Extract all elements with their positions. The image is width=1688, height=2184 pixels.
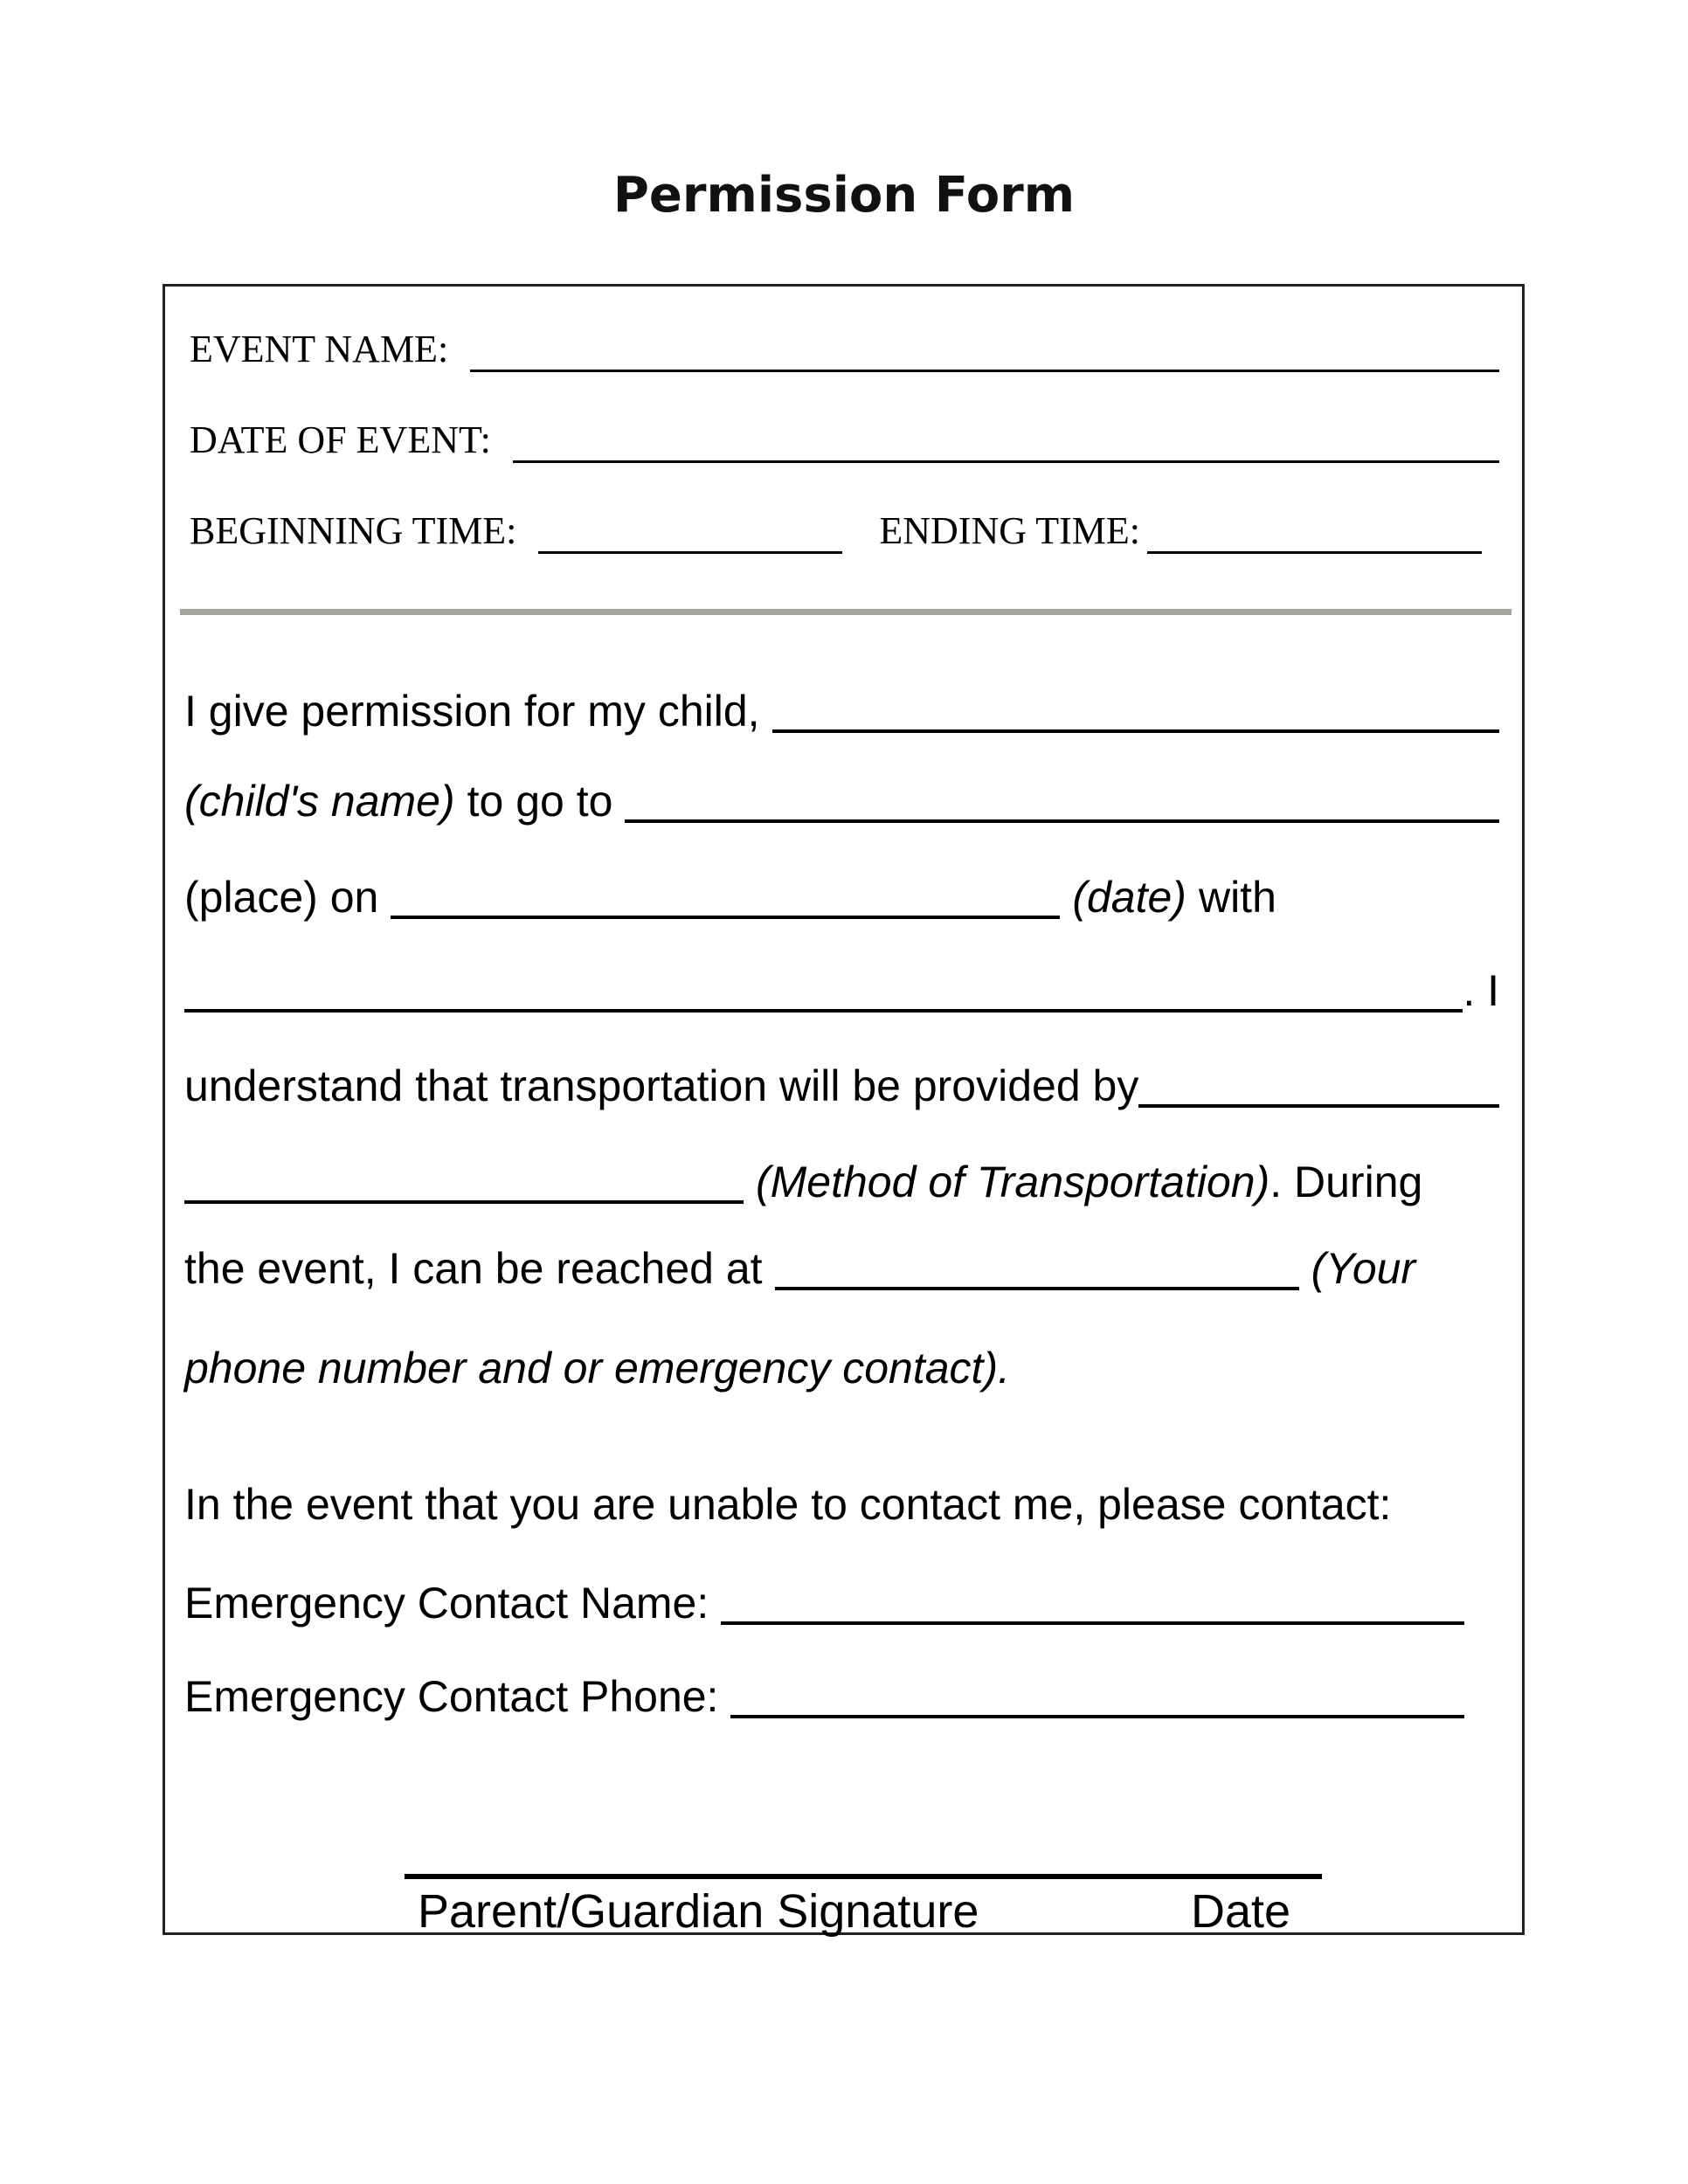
event-name-label: EVENT NAME: xyxy=(190,328,449,370)
permission-text: I give permission for my child, xyxy=(184,687,760,736)
transportation-text: understand that transportation will be provided by xyxy=(184,1061,1139,1110)
child-name-blank xyxy=(772,717,1499,733)
beginning-time-label: BEGINNING TIME: xyxy=(190,509,517,552)
childs-name-hint: (child's name) xyxy=(184,777,455,826)
ending-time-blank xyxy=(1147,539,1482,554)
section-divider xyxy=(180,609,1512,615)
date-of-event-row xyxy=(190,414,1499,467)
emergency-name-row xyxy=(184,1576,1499,1630)
paragraph-line-3 xyxy=(184,870,1499,924)
to-go-to-text: to go to xyxy=(467,777,613,826)
paragraph-line-8 xyxy=(184,1341,1499,1395)
page-title: Permission Form xyxy=(612,167,1076,224)
emergency-phone-row xyxy=(184,1669,1499,1724)
event-name-row xyxy=(190,323,1499,376)
place-on-text: (place) on xyxy=(184,873,379,922)
reached-at-text: the event, I can be reached at xyxy=(184,1244,763,1293)
signature-line xyxy=(405,1874,1322,1879)
beginning-time-blank xyxy=(538,539,842,554)
paragraph-line-7 xyxy=(184,1241,1499,1296)
times-row xyxy=(190,505,1499,557)
place-blank xyxy=(625,807,1499,823)
paragraph-line-5 xyxy=(184,1059,1499,1113)
your-hint: (Your xyxy=(1311,1244,1416,1293)
paragraph-line-1 xyxy=(184,684,1499,738)
date-blank xyxy=(391,903,1060,919)
date-label: Date xyxy=(1191,1885,1291,1938)
paragraph-line-4 xyxy=(184,964,1499,1018)
period-i-text: . I xyxy=(1463,966,1499,1015)
contact-intro-text: In the event that you are unable to contact me, please contact: xyxy=(184,1480,1392,1529)
form-box xyxy=(163,284,1525,1938)
transportation-blank-1 xyxy=(1138,1092,1499,1108)
event-name-blank xyxy=(470,357,1499,372)
date-hint: (date) xyxy=(1072,873,1186,922)
phone-blank xyxy=(775,1275,1299,1290)
paragraph-line-2 xyxy=(184,774,1499,828)
chaperone-blank xyxy=(184,997,1463,1013)
with-text: with xyxy=(1198,873,1276,922)
emergency-name-label: Emergency Contact Name: xyxy=(184,1579,709,1628)
contact-intro-line xyxy=(184,1477,1499,1531)
date-of-event-blank xyxy=(513,448,1499,463)
emergency-phone-blank xyxy=(730,1703,1464,1718)
date-of-event-label: DATE OF EVENT: xyxy=(190,418,491,461)
emergency-phone-label: Emergency Contact Phone: xyxy=(184,1672,719,1721)
transportation-blank-2 xyxy=(184,1188,744,1204)
paragraph-line-6 xyxy=(184,1155,1499,1209)
ending-time-label: ENDING TIME: xyxy=(879,509,1140,552)
signature-label: Parent/Guardian Signature xyxy=(418,1885,979,1938)
method-of-transportation-hint: (Method of Transportation) xyxy=(756,1158,1270,1206)
phone-number-hint: phone number and or emergency contact). xyxy=(184,1344,1010,1393)
during-text: . During xyxy=(1269,1158,1423,1206)
emergency-name-blank xyxy=(721,1609,1464,1625)
